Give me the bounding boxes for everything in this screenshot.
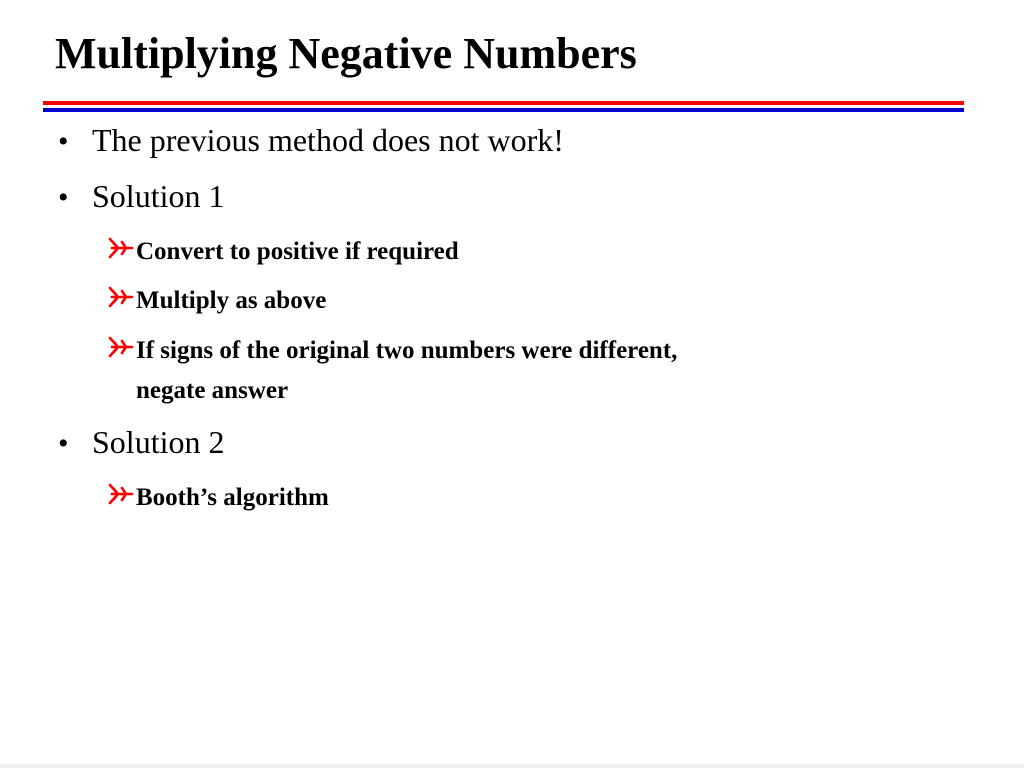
bullet-dot: •: [58, 427, 69, 460]
sub-bullet-item: [105, 232, 459, 272]
sub-bullet-item: [105, 281, 326, 321]
sub-bullet-line: Convert to positive if required: [136, 238, 459, 265]
sub-bullet-line: Booth’s algorithm: [136, 484, 329, 511]
bullet-item: [58, 122, 564, 160]
bullet-text: The previous method does not work!: [92, 122, 564, 158]
airplane-icon: [105, 281, 135, 313]
bullet-dot: •: [58, 181, 69, 214]
slide-title: Multiplying Negative Numbers: [55, 29, 637, 78]
airplane-icon: [105, 232, 135, 264]
bullet-item: [58, 178, 224, 216]
bullet-dot: •: [58, 125, 69, 158]
bullet-text: Solution 2: [92, 424, 225, 460]
sub-bullet-line: If signs of the original two numbers were different,: [136, 337, 678, 364]
bullet-text: Solution 1: [92, 178, 225, 214]
sub-bullet-line: Multiply as above: [136, 287, 327, 314]
airplane-icon: [105, 331, 135, 363]
airplane-icon: [105, 478, 135, 510]
sub-bullet-item: [105, 331, 677, 411]
bullet-item: [58, 424, 224, 462]
bottom-bar: [0, 764, 1024, 768]
sub-bullet-item: [105, 478, 329, 518]
sub-bullet-line: negate answer: [136, 377, 289, 404]
